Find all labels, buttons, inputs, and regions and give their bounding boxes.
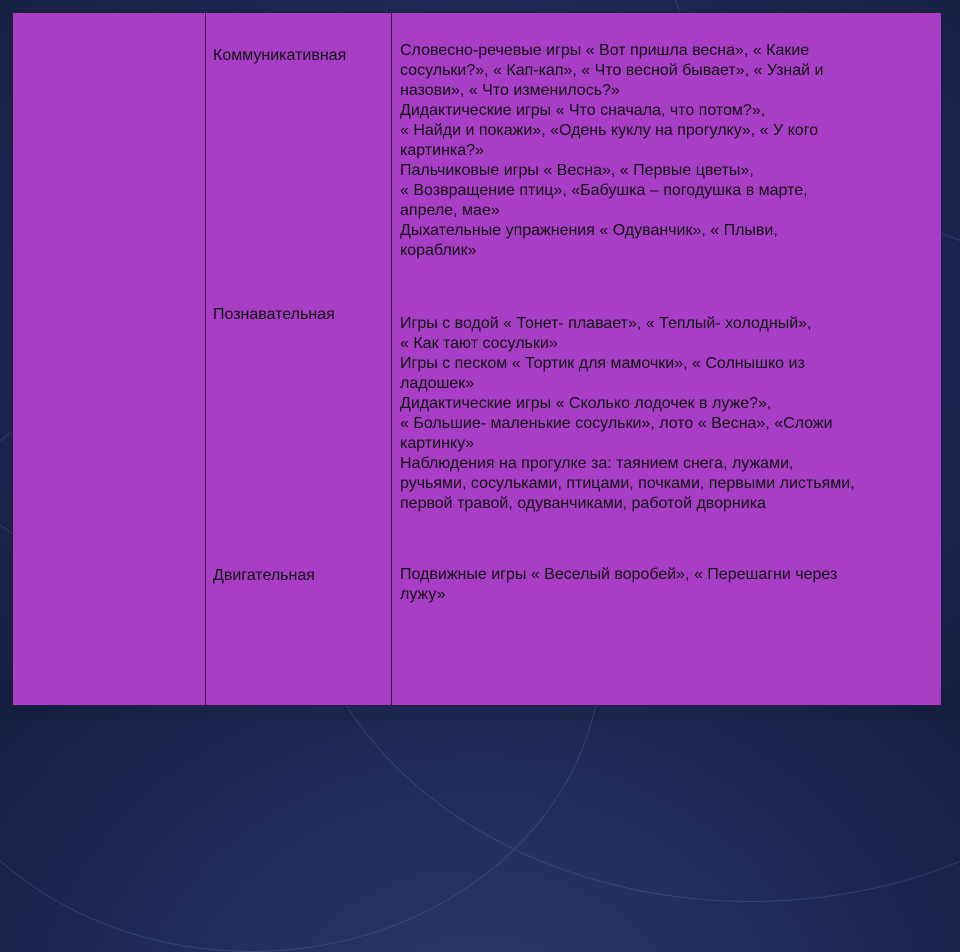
text-line: назови», « Что изменилось?»: [400, 82, 620, 99]
text-line: Игры с водой « Тонет- плавает», « Теплый- холодный»,: [400, 315, 812, 332]
activities-communicative: [400, 41, 935, 261]
text-line: Наблюдения на прогулке за: таянием снега, лужами,: [400, 455, 794, 472]
text-line: первой травой, одуванчиками, работой дворника: [400, 495, 766, 512]
text-line: Дидактические игры « Что сначала, что потом?»,: [400, 102, 766, 119]
text-line: кораблик»: [400, 242, 477, 259]
activities-column: [392, 13, 941, 705]
area-label-communicative: Коммуникативная: [213, 47, 347, 64]
text-line: Дыхательные упражнения « Одуванчик», « Плыви,: [400, 222, 778, 239]
text-line: ладошек»: [400, 375, 475, 392]
text-line: Словесно-речевые игры « Вот пришла весна», « Какие: [400, 42, 810, 59]
text-line: апреле, мае»: [400, 202, 500, 219]
text-line: Пальчиковые игры « Весна», « Первые цветы»,: [400, 162, 754, 179]
text-line: « Как тают сосульки»: [400, 335, 558, 352]
area-label-motor: Двигательная: [213, 567, 315, 584]
text-line: ручьями, сосульками, птицами, почками, первыми листьями,: [400, 475, 855, 492]
activities-table: [12, 12, 942, 706]
text-line: картинка?»: [400, 142, 484, 159]
text-line: « Найди и покажи», «Одень куклу на прогулку», « У кого: [400, 122, 819, 139]
text-line: сосульки?», « Кап-кап», « Что весной бывает», « Узнай и: [400, 62, 824, 79]
text-line: Подвижные игры « Веселый воробей», « Перешагни через: [400, 566, 838, 583]
activities-motor: [400, 565, 935, 605]
activities-cognitive: [400, 314, 935, 514]
empty-column: [13, 13, 206, 705]
text-line: « Возвращение птиц», «Бабушка – погодушка в марте,: [400, 182, 808, 199]
text-line: Дидактические игры « Сколько лодочек в луже?»,: [400, 395, 772, 412]
text-line: « Большие- маленькие сосульки», лото « Весна», «Сложи: [400, 415, 833, 432]
area-label-cognitive: Познавательная: [213, 306, 335, 323]
text-line: лужу»: [400, 586, 446, 603]
text-line: картинку»: [400, 435, 475, 452]
text-line: Игры с песком « Тортик для мамочки», « Солнышко из: [400, 355, 805, 372]
area-column: [206, 13, 392, 705]
